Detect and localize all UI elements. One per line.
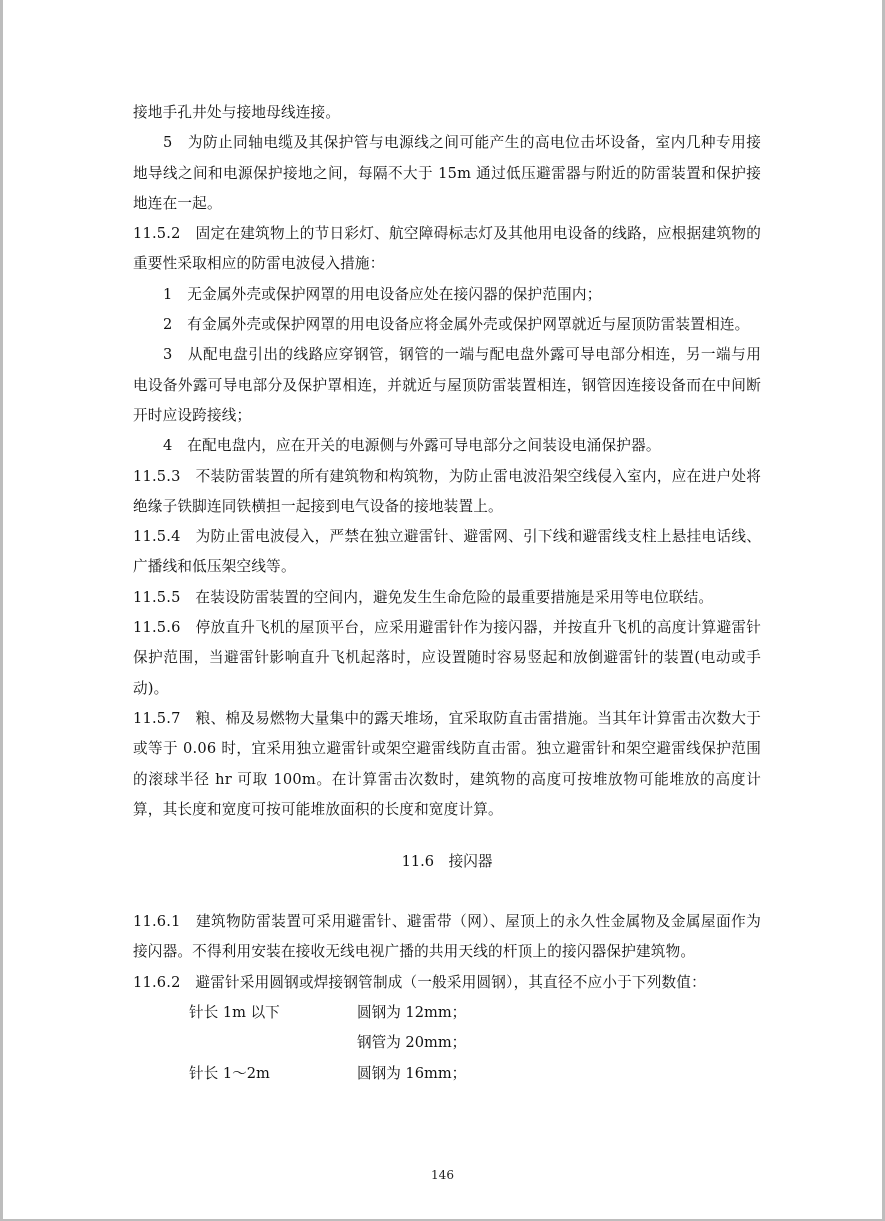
spec-row: [133, 1028, 761, 1058]
clause-11-5-4: 11.5.4 为防止雷电波侵入，严禁在独立避雷针、避雷网、引下线和避雷线支柱上悬挂电话线、广播线和低压架空线等。: [133, 528, 761, 576]
spec-row: [133, 1059, 761, 1089]
list-item: 2 有金属外壳或保护网罩的用电设备应将金属外壳或保护网罩就近与屋顶防雷装置相连。: [163, 316, 750, 334]
paragraph: 5 为防止同轴电缆及其保护管与电源线之间可能产生的高电位击坏设备，室内几种专用接地导线之间和电源保护接地之间，每隔不大于 15m 通过低压避雷器与附近的防雷装置和保护接地连在一起。: [133, 134, 761, 212]
list-item: 1 无金属外壳或保护网罩的用电设备应处在接闪器的保护范围内；: [163, 285, 602, 303]
spec-row: [133, 998, 761, 1028]
spec-value: 钢管为 20mm；: [357, 1034, 467, 1052]
clause-11-5-3: 11.5.3 不装防雷装置的所有建筑物和构筑物，为防止雷电波沿架空线侵入室内，应在进户处将绝缘子铁脚连同铁横担一起接到电气设备的接地装置上。: [133, 467, 761, 515]
document-body: [133, 98, 761, 1089]
spec-label: 针长 1～2m: [189, 1064, 270, 1082]
list-item: 3 从配电盘引出的线路应穿钢管，钢管的一端与配电盘外露可导电部分相连，另一端与用电设备外露可导电部分及保护罩相连，并就近与屋顶防雷装置相连，钢管因连接设备而在中间断开时应设跨接线；: [133, 346, 761, 424]
clause-11-5-5: 11.5.5 在装设防雷装置的空间内，避免发生生命危险的最重要措施是采用等电位联结。: [133, 588, 714, 606]
spec-label: [133, 1028, 357, 1058]
paragraph: 接地手孔井处与接地母线连接。: [133, 104, 341, 121]
clause-11-5-7: 11.5.7 粮、棉及易燃物大量集中的露天堆场，宜采取防直击雷措施。当其年计算雷击次数大于或等于 0.06 时，宜采用独立避雷针或架空避雷线防直击雷。独立避雷针和架空避雷线保护范围的滚球半径 hr 可取 100m。在计算雷击次数时，建筑物的高度可按堆放物可能堆放的高度计算，其长度和宽度可按可能堆放面积的长度和宽度计算。: [133, 709, 761, 818]
list-item: 4 在配电盘内，应在开关的电源侧与外露可导电部分之间装设电涌保护器。: [163, 437, 661, 455]
clause-11-6-1: 11.6.1 建筑物防雷装置可采用避雷针、避雷带（网）、屋顶上的永久性金属物及金属屋面作为接闪器。不得利用安装在接收无线电视广播的共用天线的杆顶上的接闪器保护建筑物。: [133, 913, 761, 961]
spec-label: 针长 1m 以下: [189, 1004, 280, 1022]
clause-11-5-2: 11.5.2 固定在建筑物上的节日彩灯、航空障碍标志灯及其他用电设备的线路，应根据建筑物的重要性采取相应的防雷电波侵入措施：: [133, 225, 761, 273]
spec-value: 圆钢为 12mm；: [357, 1004, 467, 1022]
clause-11-6-2: 11.6.2 避雷针采用圆钢或焊接钢管制成（一般采用圆钢），其直径不应小于下列数值：: [133, 973, 706, 991]
clause-11-5-6: 11.5.6 停放直升飞机的屋顶平台，应采用避雷针作为接闪器，并按直升飞机的高度计算避雷针保护范围，当避雷针影响直升飞机起落时，应设置随时容易竖起和放倒避雷针的装置(电动或手动)。: [133, 619, 761, 697]
page-number: 146: [431, 1168, 454, 1182]
spec-value: 圆钢为 16mm；: [357, 1064, 467, 1082]
section-heading: 11.6 接闪器: [401, 853, 493, 871]
